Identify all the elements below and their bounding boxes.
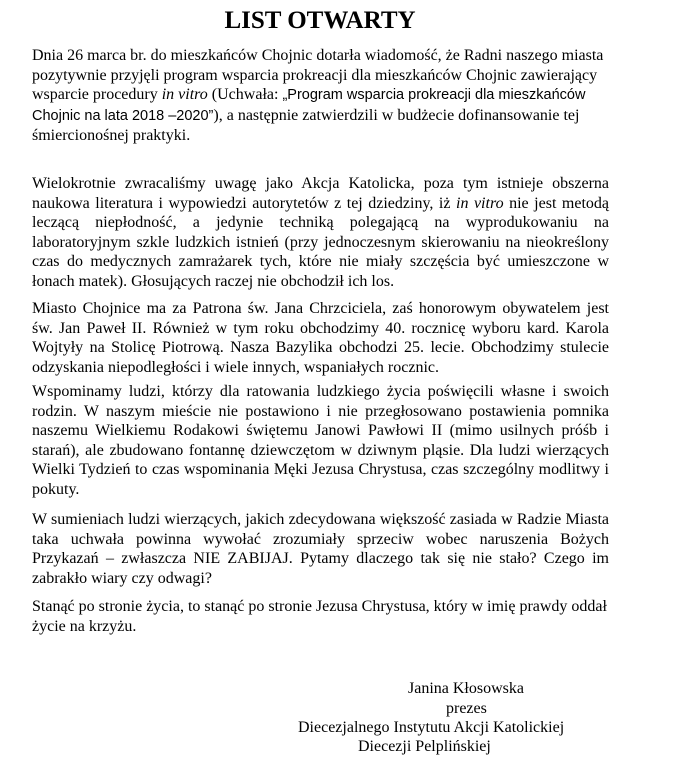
italic-term: in vitro [456, 194, 504, 212]
signature-diocese: Diecezji Pelplińskiej [358, 738, 491, 755]
paragraph-intro [32, 46, 609, 146]
paragraph-text: Wielokrotnie zwracaliśmy uwagę jako Akcja Katolicka, poza tym istnieje obszerna naukowa literatura i wypowiedzi autorytetów z tej dziedziny, iż [32, 175, 609, 212]
paragraph-text: (Uchwała: [207, 86, 283, 103]
signature-role: prezes [446, 700, 487, 717]
signature-organization: Diecezjalnego Instytutu Akcji Katolickiej [298, 719, 565, 736]
italic-term: in vitro [161, 86, 208, 103]
paragraph-remembrance: Wspominamy ludzi, którzy dla ratowania ludzkiego życia poświęcili własne i swoich rodzin. W naszym mieście nie postawiono i nie przegłosowano postawienia pomnika naszemu Wielkiemu Rodakowi świętemu Janowi Pawłowi II (mimo usilnych próśb i starań), ale zbudowano fontannę dziewczętom w dziwnym pląsie. Dla ludzi wierzących Wielki Tydzień to czas wspominania Męki Jezusa Chrystusa, czas szczególny modlitwy i pokuty. [32, 383, 609, 498]
signature-name: Janina Kłosowska [408, 680, 524, 697]
resolution-quote: „Program wsparcia prokreacji dla mieszkańców Chojnic na lata 2018 –2020” [32, 87, 586, 124]
paragraph-text: nie jest metodą leczącą niepłodność, a jedynie techniką polegającą na wyprodukowaniu na laboratoryjnym szkle ludzkich istnień (przy jednoczesnym skierowaniu na nieokreślony czas do medycznych zamrażarek tych, które nie miały szczęścia być umieszczone w łonach matek). Głosujących raczej nie obchodził ich los. [32, 194, 609, 290]
paragraph-text: ), a następnie zatwierdzili w budżecie dofinansowanie tej śmiercionośnej praktyki. [32, 106, 580, 144]
paragraph-argument [32, 174, 609, 291]
paragraph-text: Dnia 26 marca br. do mieszkańców Chojnic dotarła wiadomość, że Radni naszego miasta pozytywnie przyjęli program wsparcia prokreacji dla mieszkańców Chojnic zawierający wsparcie procedury [32, 47, 604, 103]
letter-title: LIST OTWARTY [224, 7, 416, 34]
paragraph-patron: Miasto Chojnice ma za Patrona św. Jana Chrzciciela, zaś honorowym obywatelem jest św. Jan Paweł II. Również w tym roku obchodzimy 40. rocznicę wyboru kard. Karola Wojtyły na Stolicę Piotrową. Nasza Bazylika obchodzi 25. lecie. Obchodzimy stulecie odzyskania niepodległości i wiele innych, wspaniałych rocznic. [32, 300, 609, 376]
paragraph-conscience: W sumieniach ludzi wierzących, jakich zdecydowana większość zasiada w Radzie Miasta taka uchwała powinna wywołać zrozumiały sprzeciw wobec naruszenia Bożych Przykazań – zwłaszcza NIE ZABIJAJ. Pytamy dlaczego tak się nie stało? Czego im zabrakło wiary czy odwagi? [32, 511, 609, 587]
paragraph-closing: Stanąć po stronie życia, to stanąć po stronie Jezusa Chrystusa, który w imię prawdy oddał życie na krzyżu. [32, 598, 607, 635]
